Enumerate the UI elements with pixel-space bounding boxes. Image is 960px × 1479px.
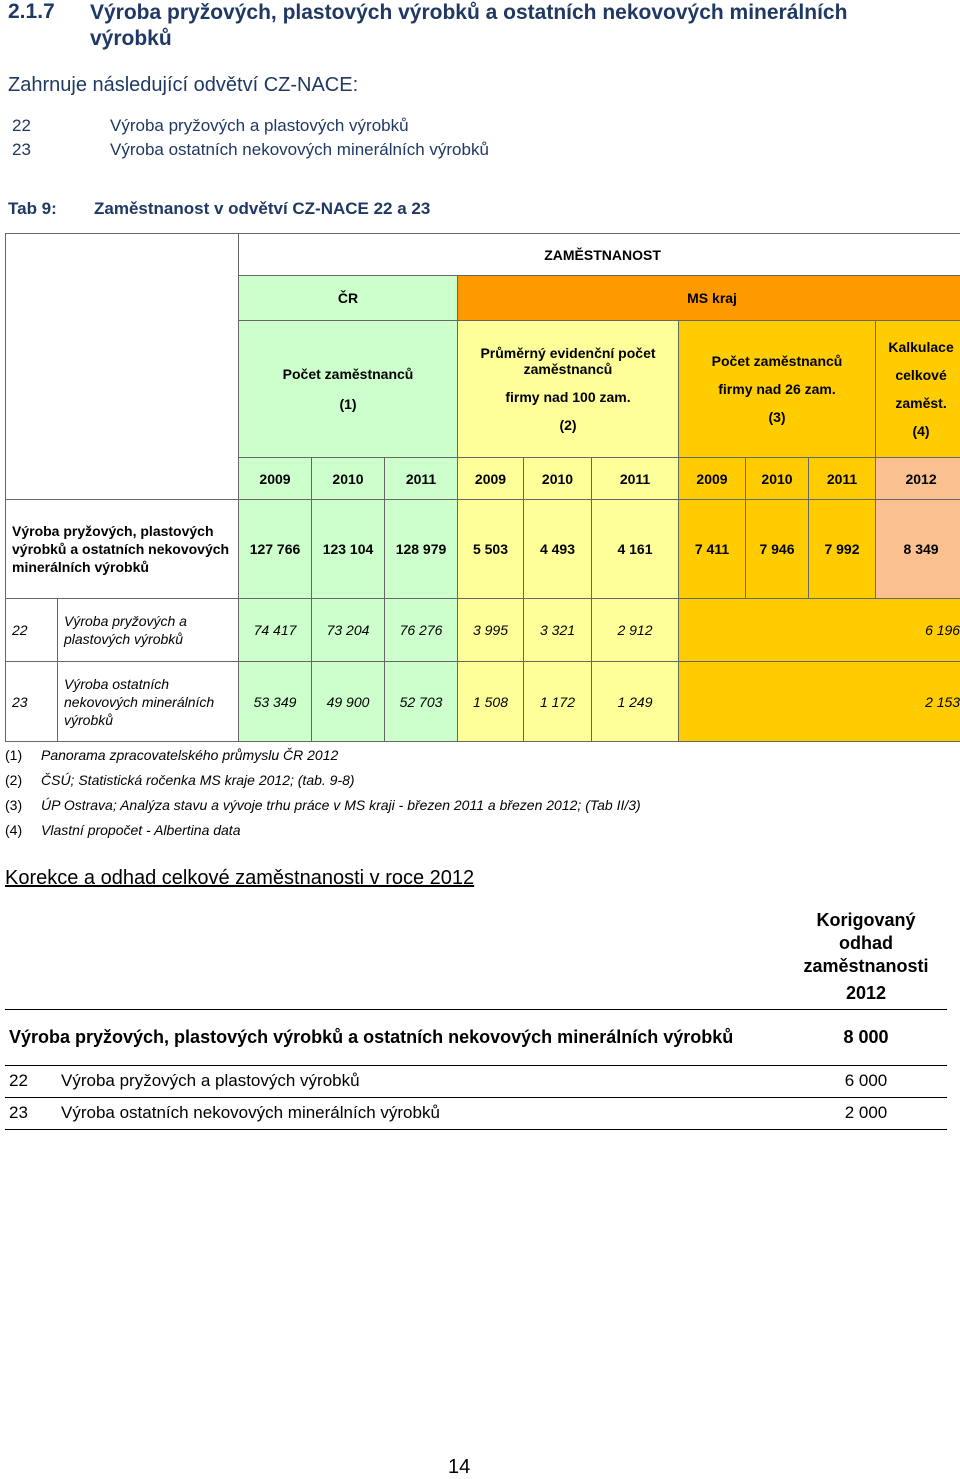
col-header-title: Kalkulace: [878, 339, 960, 355]
employment-table: [5, 233, 960, 742]
korekce-value: 6 000: [785, 1065, 947, 1097]
table-corner: [6, 234, 239, 500]
col-header-title: Počet zaměstnanců: [241, 366, 455, 382]
value-cell: 1 508: [458, 662, 524, 742]
korekce-row-label: Výroba ostatních nekovových minerálních výrobků: [61, 1097, 785, 1129]
value-cell: 7 411: [679, 500, 746, 599]
value-cell: 74 417: [239, 599, 312, 662]
row-code: 23: [6, 662, 58, 742]
year-cell: 2010: [524, 458, 592, 500]
value-cell: 52 703: [385, 662, 458, 742]
table-row: [5, 1097, 947, 1129]
year-cell: 2011: [385, 458, 458, 500]
col-header-sub: firmy nad 100 zam.: [460, 389, 676, 405]
korekce-title: Korekce a odhad celkové zaměstnanosti v roce 2012: [5, 867, 474, 890]
value-cell: 49 900: [312, 662, 385, 742]
value-cell: 4 493: [524, 500, 592, 599]
footnote-text: Panorama zpracovatelského průmyslu ČR 2012: [41, 747, 338, 763]
value-cell: 7 992: [809, 500, 876, 599]
col-header-note: (4): [878, 423, 960, 439]
year-cell: 2012: [876, 458, 960, 500]
value-cell: 2 912: [592, 599, 679, 662]
footnote: [5, 747, 905, 772]
value-cell: 127 766: [239, 500, 312, 599]
section-title: Výroba pryžových, plastových výrobků a ostatních nekovových minerálních výrobků: [90, 0, 930, 52]
value-cell: 1 172: [524, 662, 592, 742]
korekce-row-label: Výroba pryžových a plastových výrobků: [61, 1065, 785, 1097]
korekce-header-line: odhad: [785, 932, 947, 955]
intro-text: Zahrnuje následující odvětví CZ-NACE:: [8, 74, 358, 97]
col-header-title: Počet zaměstnanců: [681, 353, 873, 369]
footnote-number: (2): [5, 772, 22, 788]
year-cell: 2010: [746, 458, 809, 500]
korekce-header-line: Korigovaný: [785, 909, 947, 932]
footnote-number: (1): [5, 747, 22, 763]
col-header-title: celkové: [878, 367, 960, 383]
footnote-number: (3): [5, 797, 22, 813]
footnote: [5, 822, 905, 847]
korekce-header-line: zaměstnanosti: [785, 955, 947, 978]
col-header-1: [239, 321, 458, 458]
value-cell: 7 946: [746, 500, 809, 599]
korekce-col-header: [785, 905, 947, 1009]
col-header-title: Průměrný evidenční počet zaměstnanců: [460, 345, 676, 377]
col-header-2: [458, 321, 679, 458]
table-row: [5, 1009, 947, 1065]
value-cell: 128 979: [385, 500, 458, 599]
footnote: [5, 797, 905, 822]
row-code: 22: [6, 599, 58, 662]
nace-name: Výroba ostatních nekovových minerálních výrobků: [110, 140, 489, 160]
col-header-sub: firmy nad 26 zam.: [681, 381, 873, 397]
row-label: Výroba ostatních nekovových minerálních výrobků: [58, 662, 239, 742]
table-row: [6, 662, 960, 742]
korekce-corner: [5, 905, 785, 1009]
value-cell: 4 161: [592, 500, 679, 599]
header-text: ZAMĚSTNANOST: [544, 247, 661, 263]
table-caption-label: Tab 9:: [8, 199, 57, 219]
nace-code: 23: [12, 140, 31, 160]
value-cell: 123 104: [312, 500, 385, 599]
row-label: Výroba pryžových, plastových výrobků a ostatních nekovových minerálních výrobků: [6, 500, 239, 599]
value-cell: 1 249: [592, 662, 679, 742]
header-zamestnanost: [239, 234, 960, 276]
footnote: [5, 772, 905, 797]
korekce-row-code: 22: [5, 1065, 61, 1097]
year-cell: 2009: [458, 458, 524, 500]
footnote-text: ÚP Ostrava; Analýza stavu a vývoje trhu práce v MS kraji - březen 2011 a březen 2012; (Tab II/3): [41, 797, 641, 813]
korekce-row-code: 23: [5, 1097, 61, 1129]
table-row: [6, 500, 960, 599]
value-cell: 76 276: [385, 599, 458, 662]
korekce-row-label: Výroba pryžových, plastových výrobků a ostatních nekovových minerálních výrobků: [5, 1009, 785, 1065]
col-header-title: zaměst.: [878, 395, 960, 411]
table-row: [6, 599, 960, 662]
korekce-table: [5, 905, 947, 1130]
value-cell: 6 196: [679, 599, 960, 662]
col-header-3: [679, 321, 876, 458]
value-cell: 3 321: [524, 599, 592, 662]
year-cell: 2009: [679, 458, 746, 500]
korekce-value: 8 000: [785, 1009, 947, 1065]
col-header-4: [876, 321, 960, 458]
footnote-number: (4): [5, 822, 22, 838]
header-cr: ČR: [239, 276, 458, 321]
nace-name: Výroba pryžových a plastových výrobků: [110, 116, 409, 136]
list-item: [12, 116, 712, 140]
year-cell: 2010: [312, 458, 385, 500]
korekce-value: 2 000: [785, 1097, 947, 1129]
year-cell: 2009: [239, 458, 312, 500]
col-header-note: (3): [681, 409, 873, 425]
list-item: [12, 140, 712, 164]
year-cell: 2011: [809, 458, 876, 500]
year-cell: 2011: [592, 458, 679, 500]
header-ms-kraj: MS kraj: [458, 276, 960, 321]
footnote-text: Vlastní propočet - Albertina data: [41, 822, 241, 838]
value-cell: 5 503: [458, 500, 524, 599]
row-label: Výroba pryžových a plastových výrobků: [58, 599, 239, 662]
value-cell: 8 349: [876, 500, 960, 599]
value-cell: 53 349: [239, 662, 312, 742]
section-heading: [8, 0, 948, 56]
nace-code: 22: [12, 116, 31, 136]
col-header-note: (2): [460, 417, 676, 433]
value-cell: 73 204: [312, 599, 385, 662]
value-cell: 2 153: [679, 662, 960, 742]
table-caption-title: Zaměstnanost v odvětví CZ-NACE 22 a 23: [94, 199, 430, 219]
page-number: 14: [448, 1456, 470, 1479]
section-number: 2.1.7: [8, 0, 55, 24]
nace-list: [12, 116, 712, 164]
col-header-note: (1): [241, 396, 455, 412]
korekce-header-year: 2012: [785, 982, 947, 1005]
table-row: [5, 1065, 947, 1097]
footnotes: [5, 747, 905, 847]
footnote-text: ČSÚ; Statistická ročenka MS kraje 2012; (tab. 9-8): [41, 772, 355, 788]
value-cell: 3 995: [458, 599, 524, 662]
